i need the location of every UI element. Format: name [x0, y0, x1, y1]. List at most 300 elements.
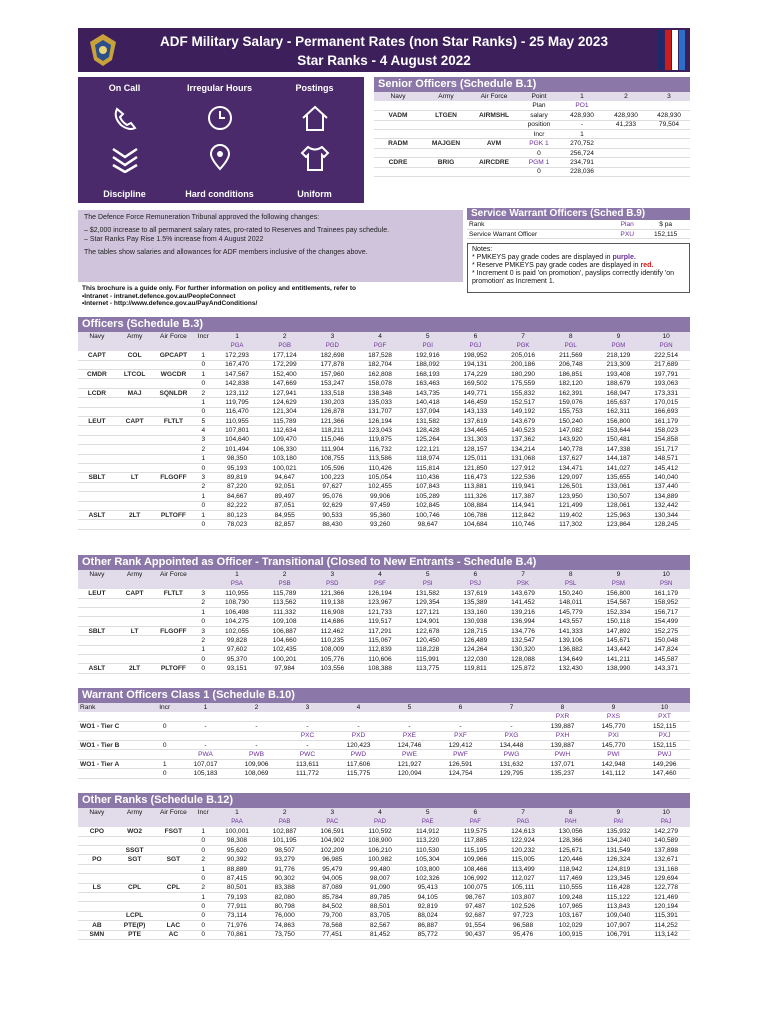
rank-cell: SBLT: [78, 626, 116, 635]
salary-cell: 98,350: [213, 454, 261, 463]
salary-cell: [648, 158, 690, 167]
salary-cell: 112,842: [499, 510, 547, 519]
salary-cell: [231, 731, 282, 740]
salary-cell: 158,952: [642, 598, 690, 607]
rank-cell: [78, 750, 149, 759]
rank-cell: MAJGEN: [422, 139, 470, 148]
table-row: [78, 360, 690, 369]
salary-cell: 131,549: [595, 846, 643, 855]
salary-cell: 103,556: [308, 664, 356, 673]
salary-cell: 112,462: [308, 626, 356, 635]
rank-cell: [153, 645, 193, 654]
column-header: Incr: [193, 808, 213, 817]
salary-cell: 92,819: [404, 902, 452, 911]
header-row: [374, 92, 690, 101]
salary-cell: 102,209: [309, 846, 357, 855]
salary-cell: [604, 139, 648, 148]
salary-cell: 98,767: [452, 893, 500, 902]
salary-cell: 101,494: [213, 445, 261, 454]
header-banner: [78, 28, 690, 72]
table-row: [374, 111, 690, 120]
rank-cell: [374, 120, 422, 129]
tile-label: On Call: [108, 83, 141, 93]
rank-cell: [116, 874, 154, 883]
salary-cell: 115,391: [642, 911, 690, 920]
salary-cell: 129,354: [404, 598, 452, 607]
column-header: 4: [356, 570, 404, 579]
column-header: 2: [604, 92, 648, 101]
salary-cell: 102,055: [213, 626, 261, 635]
salary-cell: [648, 139, 690, 148]
salary-cell: PWA: [180, 750, 231, 759]
salary-cell: 117,606: [333, 759, 384, 768]
rank-cell: 2LT: [116, 510, 154, 519]
salary-cell: 177,124: [261, 351, 309, 360]
salary-cell: 132,430: [547, 664, 595, 673]
table-row: [78, 608, 690, 617]
column-header: Air Force: [154, 332, 194, 341]
column-header: 9: [595, 332, 643, 341]
salary-cell: 121,304: [261, 407, 309, 416]
column-header: 7: [499, 332, 547, 341]
rank-cell: LCDR: [78, 388, 116, 397]
table-row: [78, 589, 690, 598]
rank-cell: 2LT: [116, 664, 154, 673]
salary-cell: 116,428: [595, 883, 643, 892]
salary-cell: 131,707: [356, 407, 404, 416]
rank-cell: [154, 463, 194, 472]
salary-cell: [180, 731, 231, 740]
rank-cell: [78, 435, 116, 444]
rank-cell: [154, 454, 194, 463]
salary-cell: 114,941: [499, 501, 547, 510]
blank-cell: [116, 341, 154, 350]
salary-cell: 152,275: [642, 626, 690, 635]
salary-cell: 174,229: [452, 370, 500, 379]
column-header: 6: [452, 570, 500, 579]
rank-cell: WGCDR: [154, 370, 194, 379]
column-header: 5: [404, 570, 452, 579]
salary-cell: 158,078: [356, 379, 404, 388]
salary-cell: 222,514: [642, 351, 690, 360]
rank-cell: [374, 167, 422, 176]
salary-cell: 105,776: [308, 655, 356, 664]
salary-cell: 121,366: [309, 417, 357, 426]
salary-cell: Plan: [518, 101, 560, 110]
salary-cell: 2: [193, 445, 213, 454]
salary-cell: 97,984: [261, 664, 309, 673]
blank-cell: [193, 579, 213, 588]
salary-cell: 428,930: [648, 111, 690, 120]
salary-cell: 135,237: [537, 769, 588, 778]
table-row: [374, 101, 690, 110]
table-row: [78, 482, 690, 491]
salary-cell: PWG: [486, 750, 537, 759]
salary-cell: 1: [149, 759, 180, 768]
salary-cell: 2: [193, 883, 213, 892]
swo-heading: Service Warrant Officers (Sched B.9): [467, 208, 690, 220]
salary-cell: 130,056: [547, 827, 595, 836]
rank-cell: PTE(P): [116, 921, 154, 930]
salary-cell: -: [282, 741, 333, 750]
salary-cell: PWB: [231, 750, 282, 759]
salary-cell: 192,916: [404, 351, 452, 360]
salary-cell: 428,930: [560, 111, 604, 120]
salary-cell: -: [486, 722, 537, 731]
column-header: 10: [642, 332, 690, 341]
service-colours-icon: [658, 30, 686, 70]
salary-cell: 111,326: [452, 492, 500, 501]
swo-col-pa: $ pa: [641, 220, 690, 229]
salary-cell: 143,735: [404, 388, 452, 397]
salary-cell: 107,965: [547, 902, 595, 911]
rank-cell: [78, 911, 116, 920]
other-ranks-heading: Other Ranks (Schedule B.12): [78, 793, 690, 808]
salary-cell: 112,839: [356, 645, 404, 654]
salary-cell: 193,063: [642, 379, 690, 388]
salary-cell: 101,195: [261, 836, 309, 845]
salary-cell: 113,586: [356, 454, 404, 463]
salary-cell: -: [231, 741, 282, 750]
salary-cell: 119,941: [499, 482, 547, 491]
salary-cell: PXG: [486, 731, 537, 740]
swo-pa: 152,115: [641, 229, 690, 238]
salary-cell: 102,029: [547, 921, 595, 930]
rank-cell: SQNLDR: [154, 388, 194, 397]
salary-cell: 112,634: [261, 426, 309, 435]
salary-cell: 142,279: [642, 827, 690, 836]
table-row: [78, 426, 690, 435]
salary-cell: 124,613: [499, 827, 547, 836]
salary-cell: 228,036: [560, 167, 604, 176]
salary-cell: -: [180, 722, 231, 731]
salary-cell: 82,222: [213, 501, 261, 510]
tile-discipline: [78, 141, 171, 203]
column-header: Incr: [193, 332, 213, 341]
rank-cell: [153, 846, 193, 855]
salary-cell: 3: [193, 589, 213, 598]
rank-cell: LT: [116, 473, 154, 482]
rank-cell: [374, 101, 422, 110]
salary-cell: 127,912: [499, 463, 547, 472]
salary-cell: -: [282, 722, 333, 731]
column-header: 4: [356, 332, 404, 341]
paygrade-code: PGF: [356, 341, 404, 350]
salary-cell: 188,679: [595, 379, 643, 388]
paygrade-code: PAF: [452, 817, 500, 826]
salary-cell: 0: [193, 664, 213, 673]
table-row: [78, 379, 690, 388]
rank-cell: [78, 893, 116, 902]
officers-table: [78, 332, 690, 530]
rank-cell: AIRMSHL: [470, 111, 518, 120]
salary-cell: 140,589: [642, 836, 690, 845]
rank-cell: [154, 360, 194, 369]
salary-cell: 156,717: [642, 608, 690, 617]
rank-cell: [78, 463, 116, 472]
salary-cell: 1: [193, 893, 213, 902]
salary-cell: 187,528: [356, 351, 404, 360]
salary-cell: 155,753: [547, 407, 595, 416]
salary-cell: 0: [193, 655, 213, 664]
column-header: Incr: [149, 703, 180, 712]
blank-cell: [153, 817, 193, 826]
column-header: 2: [231, 703, 282, 712]
salary-cell: 109,248: [547, 893, 595, 902]
salary-cell: 82,567: [356, 921, 404, 930]
salary-cell: 84,955: [261, 510, 309, 519]
paygrade-code: PSK: [499, 579, 547, 588]
salary-cell: 107,801: [213, 426, 261, 435]
salary-cell: 197,791: [642, 370, 690, 379]
salary-cell: 102,845: [404, 501, 452, 510]
rank-cell: WO1 - Tier A: [78, 759, 149, 768]
rank-cell: [422, 130, 470, 139]
salary-cell: 134,214: [499, 445, 547, 454]
salary-cell: 106,887: [261, 626, 309, 635]
salary-cell: 119,795: [213, 398, 261, 407]
table-row: [78, 501, 690, 510]
salary-cell: [648, 148, 690, 157]
salary-cell: 120,450: [404, 636, 452, 645]
salary-cell: 270,752: [560, 139, 604, 148]
salary-cell: 128,157: [452, 445, 500, 454]
salary-cell: 139,106: [547, 636, 595, 645]
salary-cell: 3: [193, 473, 213, 482]
table-row: [78, 520, 690, 529]
salary-cell: 147,567: [213, 370, 261, 379]
other-ranks-table: [78, 808, 690, 940]
column-header: 1: [560, 92, 604, 101]
salary-cell: 141,452: [499, 598, 547, 607]
table-row: [78, 902, 690, 911]
rank-cell: [78, 731, 149, 740]
rank-cell: [153, 836, 193, 845]
table-row: [374, 120, 690, 129]
rank-cell: [78, 846, 116, 855]
salary-cell: 0: [518, 148, 560, 157]
salary-cell: [149, 731, 180, 740]
note-text: * Reserve PMKEYS pay grade codes are displayed in: [472, 262, 639, 269]
salary-cell: 100,075: [452, 883, 500, 892]
column-header: 8: [547, 808, 595, 817]
salary-cell: 129,795: [486, 769, 537, 778]
salary-cell: 154,858: [642, 435, 690, 444]
salary-cell: 128,715: [452, 626, 500, 635]
paygrade-code: PAE: [404, 817, 452, 826]
salary-cell: 127,121: [404, 608, 452, 617]
salary-cell: 116,908: [308, 608, 356, 617]
rank-cell: [116, 902, 154, 911]
salary-cell: 93,279: [261, 855, 309, 864]
salary-cell: 132,442: [642, 501, 690, 510]
intranet-link[interactable]: •Intranet - intranet.defence.gov.au/PeopleConnect: [82, 292, 236, 300]
table-row: [78, 664, 690, 673]
salary-cell: 97,723: [499, 911, 547, 920]
salary-cell: 97,602: [213, 645, 261, 654]
salary-cell: 120,423: [333, 741, 384, 750]
salary-cell: 121,366: [308, 589, 356, 598]
salary-cell: 149,192: [499, 407, 547, 416]
tile-hard-conditions: [173, 141, 266, 203]
column-header: Army: [422, 92, 470, 101]
rank-cell: [153, 893, 193, 902]
salary-cell: 143,920: [547, 435, 595, 444]
table-row: [374, 148, 690, 157]
paygrade-code: PSF: [356, 579, 404, 588]
salary-cell: 156,800: [595, 417, 643, 426]
column-header: Army: [116, 570, 154, 579]
salary-cell: 83,388: [261, 883, 309, 892]
salary-cell: 115,789: [261, 589, 309, 598]
column-header: 8: [537, 703, 588, 712]
salary-cell: 133,518: [309, 388, 357, 397]
salary-cell: 162,311: [595, 407, 643, 416]
salary-cell: 152,115: [639, 722, 690, 731]
salary-cell: 158,023: [642, 426, 690, 435]
salary-cell: 134,240: [595, 836, 643, 845]
salary-cell: 148,011: [547, 598, 595, 607]
notes-heading: Notes:: [472, 246, 493, 253]
salary-cell: 118,942: [547, 864, 595, 873]
salary-cell: 97,627: [309, 482, 357, 491]
salary-cell: 92,687: [452, 911, 500, 920]
salary-cell: 141,112: [588, 769, 639, 778]
salary-cell: 108,884: [452, 501, 500, 510]
rank-cell: [154, 501, 194, 510]
rank-cell: FLGOFF: [154, 473, 194, 482]
salary-cell: 114,686: [308, 617, 356, 626]
salary-cell: 0: [149, 741, 180, 750]
salary-cell: -: [231, 722, 282, 731]
tile-label: Hard conditions: [185, 189, 254, 199]
rank-cell: PTE: [116, 930, 154, 939]
salary-cell: 110,955: [213, 589, 261, 598]
table-row: [78, 463, 690, 472]
column-header: Rank: [78, 703, 149, 712]
salary-cell: 95,476: [499, 930, 547, 939]
rank-cell: [154, 520, 194, 529]
salary-cell: 111,332: [261, 608, 309, 617]
rank-cell: [470, 130, 518, 139]
salary-cell: 0: [149, 769, 180, 778]
salary-cell: [604, 158, 648, 167]
rank-cell: [116, 893, 154, 902]
table-row: [78, 750, 690, 759]
info-text: – $2,000 increase to all permanent salary rates, pro-rated to Reserves and Trainees pay schedule.: [84, 227, 390, 234]
salary-cell: 100,001: [213, 827, 261, 836]
salary-cell: 114,252: [642, 921, 690, 930]
rank-cell: [116, 501, 154, 510]
salary-cell: PWE: [384, 750, 435, 759]
rank-cell: CDRE: [374, 158, 422, 167]
salary-cell: 131,168: [642, 864, 690, 873]
salary-cell: 128,061: [595, 501, 643, 510]
rank-cell: PLTOFF: [154, 510, 194, 519]
salary-cell: 110,746: [499, 520, 547, 529]
rank-cell: [78, 501, 116, 510]
salary-cell: 115,122: [595, 893, 643, 902]
salary-cell: 131,303: [452, 435, 500, 444]
salary-cell: 117,885: [452, 836, 500, 845]
salary-cell: 0: [193, 846, 213, 855]
table-row: [78, 930, 690, 939]
salary-cell: 129,412: [435, 741, 486, 750]
salary-cell: 86,887: [404, 921, 452, 930]
salary-cell: 124,819: [595, 864, 643, 873]
rank-cell: CPL: [153, 883, 193, 892]
tile-postings: [268, 77, 361, 139]
salary-cell: 2: [193, 855, 213, 864]
salary-cell: 106,786: [452, 510, 500, 519]
salary-cell: [180, 712, 231, 721]
salary-cell: 82,857: [261, 520, 309, 529]
column-header: Army: [116, 808, 154, 817]
salary-cell: 78,023: [213, 520, 261, 529]
salary-cell: 142,948: [588, 759, 639, 768]
table-row: [78, 893, 690, 902]
rank-cell: WO2: [116, 827, 154, 836]
salary-cell: 105,054: [356, 473, 404, 482]
salary-cell: 80,501: [213, 883, 261, 892]
salary-cell: 135,389: [452, 598, 500, 607]
swo-table: [467, 220, 690, 239]
rank-cell: [470, 101, 518, 110]
salary-cell: 115,789: [261, 417, 309, 426]
salary-cell: PXD: [333, 731, 384, 740]
salary-cell: 92,629: [309, 501, 357, 510]
rank-cell: WO1 - Tier C: [78, 722, 149, 731]
salary-cell: 0: [193, 902, 213, 911]
rank-cell: [78, 902, 116, 911]
salary-cell: 1: [193, 492, 213, 501]
salary-cell: 139,216: [499, 608, 547, 617]
rank-cell: [116, 435, 154, 444]
salary-cell: 105,304: [404, 855, 452, 864]
salary-cell: 119,875: [356, 435, 404, 444]
salary-cell: 143,557: [547, 617, 595, 626]
salary-cell: 0: [193, 911, 213, 920]
salary-cell: 102,455: [356, 482, 404, 491]
guide-text: This brochure is a guide only. For further information on policy and entitlements, refer to: [82, 285, 356, 292]
salary-cell: 186,851: [547, 370, 595, 379]
salary-cell: 3: [193, 435, 213, 444]
paygrade-code: PSN: [642, 579, 690, 588]
rank-cell: [154, 492, 194, 501]
salary-cell: 104,684: [452, 520, 500, 529]
salary-cell: 95,620: [213, 846, 261, 855]
rank-cell: SBLT: [78, 473, 116, 482]
salary-cell: 124,264: [452, 645, 500, 654]
salary-cell: 0: [193, 407, 213, 416]
salary-cell: 218,129: [595, 351, 643, 360]
salary-cell: 124,746: [384, 741, 435, 750]
note-purple: purple.: [612, 254, 636, 261]
rank-cell: [470, 167, 518, 176]
internet-link[interactable]: •Internet - http://www.defence.gov.au/PayAndConditions/: [82, 300, 258, 307]
salary-cell: 113,611: [282, 759, 333, 768]
salary-cell: 148,571: [642, 454, 690, 463]
salary-cell: 153,644: [595, 426, 643, 435]
salary-cell: 107,017: [180, 759, 231, 768]
salary-cell: 0: [193, 617, 213, 626]
salary-cell: 98,647: [404, 520, 452, 529]
rank-cell: [154, 426, 194, 435]
rank-cell: [78, 655, 116, 664]
salary-cell: 126,194: [356, 417, 404, 426]
salary-cell: 1: [193, 370, 213, 379]
column-header: 6: [435, 703, 486, 712]
